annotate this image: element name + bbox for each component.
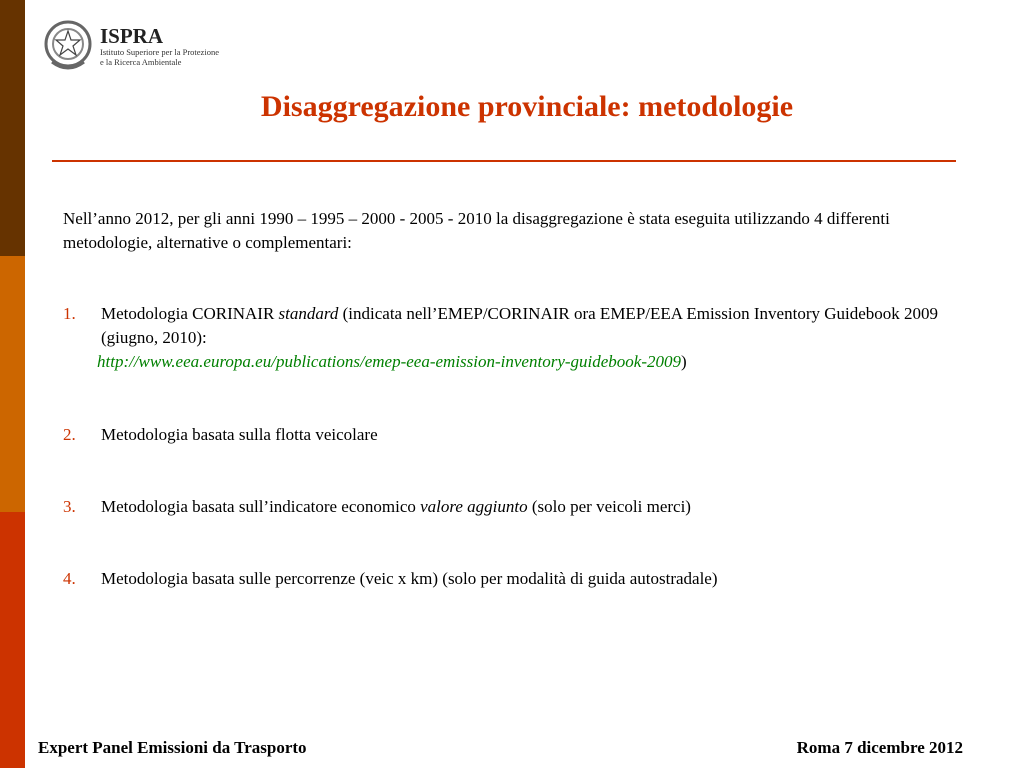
list-item bbox=[63, 495, 963, 519]
item-text: Metodologia basata sull’indicatore economico bbox=[101, 497, 421, 516]
item-text: Metodologia basata sulle percorrenze (veic x km) (solo per modalità di guida autostradale) bbox=[101, 569, 718, 588]
item-text: Metodologia CORINAIR bbox=[101, 304, 279, 323]
slide-title: Disaggregazione provinciale: metodologie bbox=[260, 90, 794, 123]
intro-paragraph: Nell’anno 2012, per gli anni 1990 – 1995 – 2000 - 2005 - 2010 la disaggregazione è stata eseguita utilizzando 4 differenti metodologie, alternative o complementari: bbox=[63, 209, 890, 252]
list-item bbox=[63, 567, 963, 591]
title-divider bbox=[52, 160, 956, 162]
list-item bbox=[63, 302, 963, 374]
logo-subtitle-1: Istituto Superiore per la Protezione bbox=[100, 47, 219, 57]
item-text: Metodologia basata sulla flotta veicolare bbox=[101, 425, 378, 444]
item-number: 2. bbox=[63, 425, 76, 444]
emblem-icon bbox=[42, 18, 94, 74]
item-text: (indicata nell’EMEP/CORINAIR ora EMEP/EEA Emission Inventory Guidebook 2009 (giugno, 2010): bbox=[101, 304, 939, 347]
sidebar-band-red bbox=[0, 512, 25, 768]
item-text: (solo per veicoli merci) bbox=[527, 497, 691, 516]
footer-date: Roma 7 dicembre 2012 bbox=[796, 738, 963, 757]
item-text: ) bbox=[681, 352, 687, 371]
item-emphasis: valore aggiunto bbox=[420, 497, 528, 516]
guidebook-link[interactable]: http://www.eea.europa.eu/publications/emep-eea-emission-inventory-guidebook-2009 bbox=[97, 352, 682, 371]
sidebar-band-brown bbox=[0, 0, 25, 256]
sidebar-band-orange bbox=[0, 256, 25, 512]
logo-subtitle-2: e la Ricerca Ambientale bbox=[100, 57, 182, 67]
ispra-logo bbox=[42, 18, 219, 74]
footer-event: Expert Panel Emissioni da Trasporto bbox=[38, 738, 307, 757]
item-number: 1. bbox=[63, 304, 76, 323]
item-number: 4. bbox=[63, 569, 76, 588]
list-item bbox=[63, 423, 963, 447]
logo-name: ISPRA bbox=[100, 24, 164, 48]
item-emphasis: standard bbox=[278, 304, 339, 323]
item-number: 3. bbox=[63, 497, 76, 516]
